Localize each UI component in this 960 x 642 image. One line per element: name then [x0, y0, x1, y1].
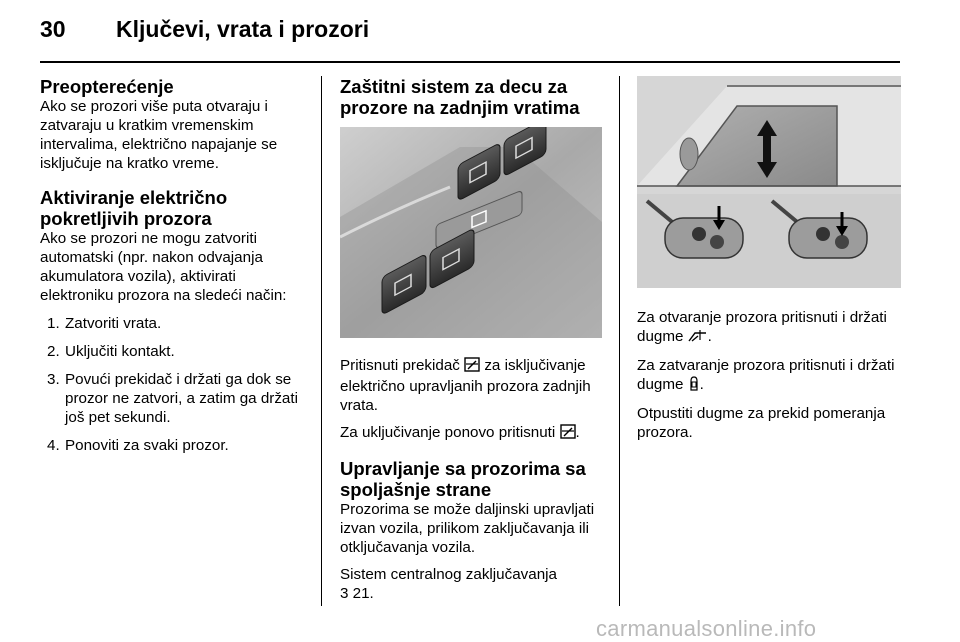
column-divider — [619, 76, 620, 606]
window-open-icon — [688, 329, 708, 348]
section-body-activation: Ako se prozori ne mogu zatvoriti automatski (npr. nakon odvajanja akumulatora vozila), aktivirati elektroniku prozora na sledeći način: — [40, 230, 287, 304]
header-rule — [40, 61, 900, 63]
list-item — [40, 436, 310, 455]
step-number: 4. — [47, 437, 60, 454]
list-item — [40, 314, 310, 333]
window-close-icon — [688, 376, 700, 396]
steps-list — [40, 314, 310, 455]
child-lock-window-icon — [560, 424, 576, 444]
step-number: 1. — [47, 315, 60, 332]
child-lock-enable: Za uključivanje ponovo pritisnuti . — [340, 423, 602, 444]
step-text: Povući prekidač i držati ga dok se prozor ne zatvori, a zatim ga držati još pet sekundi. — [65, 371, 298, 426]
list-item — [40, 370, 310, 427]
remote-operation-body: Prozorima se može daljinski upravljati izvan vozila, prilikom zaključavanja ili otključavanja vozila. — [340, 501, 595, 556]
step-text: Zatvoriti vrata. — [65, 315, 162, 332]
central-locking-reference: Sistem centralnog zaključavanja — [340, 566, 557, 583]
page-reference: 3 21. — [340, 585, 374, 602]
release-button-instruction: Otpustiti dugme za prekid pomeranja prozora. — [637, 405, 886, 441]
column-1 — [40, 76, 310, 464]
column-divider — [321, 76, 322, 606]
window-switch-panel-figure — [340, 127, 602, 338]
child-lock-instruction: Pritisnuti prekidač za isključivanje električno upravljanih prozora zadnjih vrata. — [340, 357, 591, 414]
step-number: 2. — [47, 343, 60, 360]
step-text: Uključiti kontakt. — [65, 343, 175, 360]
list-item — [40, 342, 310, 361]
step-text: Ponoviti za svaki prozor. — [65, 437, 229, 454]
section-body-overload: Ako se prozori više puta otvaraju i zatvaraju u kratkim vremenskim intervalima, električno napajanje se isključuje na kratko vreme. — [40, 98, 278, 172]
running-title: Ključevi, vrata i prozori — [116, 16, 370, 42]
child-lock-window-icon — [464, 357, 480, 377]
column-3 — [637, 76, 902, 450]
close-window-instruction: Za zatvaranje prozora pritisnuti i držati dugme . — [637, 356, 902, 396]
section-title-child-safety: Zaštitni sistem za decu za prozore na zadnjim vratima — [340, 76, 580, 118]
page-number: 30 — [40, 16, 66, 42]
remote-key-window-figure — [637, 76, 901, 288]
step-number: 3. — [47, 371, 60, 388]
page-header — [40, 16, 920, 46]
section-title-activation: Aktiviranje električno pokretljivih prozora — [40, 187, 228, 229]
watermark: carmanualsonline.info — [596, 616, 817, 641]
open-window-instruction: Za otvaranje prozora pritisnuti i držati dugme . — [637, 308, 902, 348]
section-title-overload: Preopterećenje — [40, 76, 174, 97]
column-2 — [340, 76, 602, 611]
section-title-remote-operation: Upravljanje sa prozorima sa spoljašnje strane — [340, 458, 586, 500]
